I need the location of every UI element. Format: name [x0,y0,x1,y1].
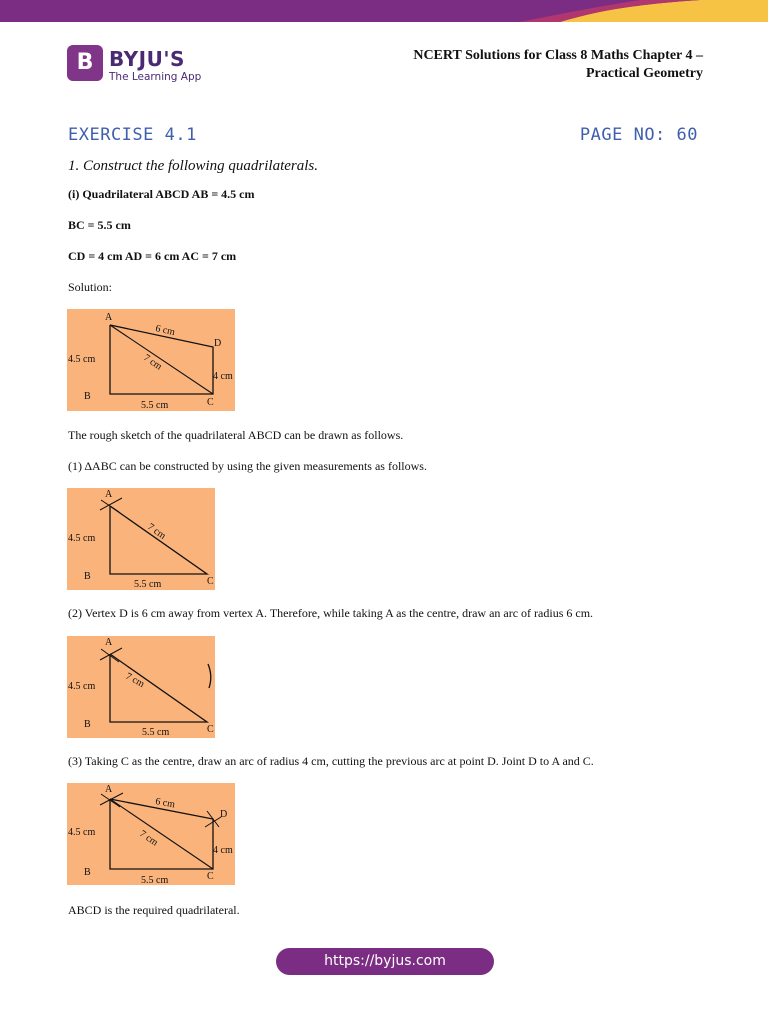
label-A: A [105,312,113,323]
title-line-2: Practical Geometry [586,66,703,81]
byjus-logo[interactable] [67,45,217,87]
step-1-text: (1) ΔABC can be constructed by using the given measurements as follows. [68,459,427,473]
label-B: B [84,571,91,582]
document-title [343,47,703,83]
step-rough-text: The rough sketch of the quadrilateral ABCD can be drawn as follows. [68,428,404,442]
top-banner [0,0,768,22]
label-B: B [84,867,91,878]
label-ab: 4.5 cm [68,354,96,365]
title-line-1: NCERT Solutions for Class 8 Maths Chapter 4 – [413,48,703,63]
step-3-text: (3) Taking C as the centre, draw an arc of radius 4 cm, cutting the previous arc at point D. Joint D to A and C. [68,754,594,768]
label-D: D [220,809,228,820]
label-bc: 5.5 cm [142,727,170,738]
figure-final-quadrilateral [67,783,235,885]
label-B: B [84,719,91,730]
label-C: C [207,397,214,408]
label-ad: 6 cm [154,796,176,811]
conclusion-text: ABCD is the required quadrilateral. [68,903,240,917]
label-ad: 6 cm [154,323,176,339]
footer-url-button[interactable]: https://byjus.com [276,948,494,975]
label-D: D [214,338,222,349]
label-B: B [84,391,91,402]
label-ac: 7 cm [137,828,160,849]
given-line-2: BC = 5.5 cm [68,218,131,232]
exercise-heading: EXERCISE 4.1 [68,125,197,145]
figure-rough-sketch [67,309,235,411]
logo-mark: B [67,45,103,81]
step-2-text: (2) Vertex D is 6 cm away from vertex A. Therefore, while taking A as the centre, draw an arc of radius 6 cm. [68,606,594,620]
label-ac: 7 cm [123,670,147,690]
label-C: C [207,724,214,735]
label-cd: 4 cm [213,845,233,856]
figure-triangle-abc [67,488,215,590]
label-bc: 5.5 cm [141,875,169,885]
given-line-3: CD = 4 cm AD = 6 cm AC = 7 cm [68,249,237,263]
page-number: PAGE NO: 60 [579,125,698,145]
label-C: C [207,576,214,587]
label-A: A [105,637,113,648]
figure-arc-from-a [67,636,215,738]
given-line-1: (i) Quadrilateral ABCD AB = 4.5 cm [68,187,255,201]
logo-name: BYJU'S [109,47,185,71]
question-text: 1. Construct the following quadrilaterals. [68,158,319,174]
label-ab: 4.5 cm [68,533,96,544]
label-ab: 4.5 cm [68,681,96,692]
label-ac: 7 cm [141,352,164,373]
label-bc: 5.5 cm [141,400,169,411]
label-bc: 5.5 cm [134,579,162,590]
label-A: A [105,784,113,795]
logo-tagline: The Learning App [109,71,202,83]
label-A: A [105,489,113,500]
label-C: C [207,871,214,882]
solution-label: Solution: [68,280,113,294]
label-ab: 4.5 cm [68,827,96,838]
label-cd: 4 cm [213,371,233,382]
label-ac: 7 cm [145,521,168,542]
